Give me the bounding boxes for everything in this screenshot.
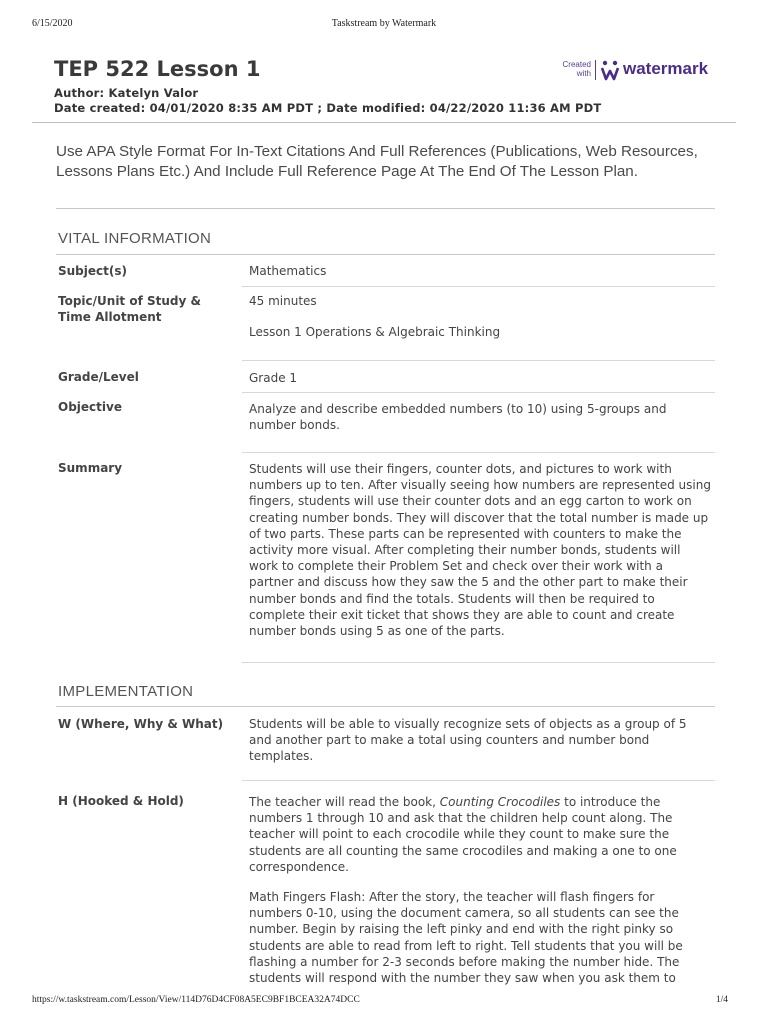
page-title: TEP 522 Lesson 1 <box>54 57 261 81</box>
subjects-value: Mathematics <box>249 264 327 278</box>
cell-divider <box>242 452 715 453</box>
topic-unit-value: Lesson 1 Operations & Algebraic Thinking <box>249 325 501 339</box>
logo-divider <box>595 60 596 80</box>
summary-value: Students will use their fingers, counter dots, and pictures to work with numbers up to ten. After visually seeing how numbers are represented using fingers, students will use their counter dots and an egg carton to work on creating number bonds. They will discover that the total number is made up of two parts. These parts can be represented with counters to make the activity more visual. After completing their number bonds, students will work to complete their Problem Set and check over their work with a partner and discuss how they saw the 5 and the other part to make their number bonds and find the totals. Students will then be required to complete their exit ticket that shows they are able to count and create number bonds using 5 as one of the parts. <box>249 462 711 639</box>
h-label: H (Hooked & Hold) <box>58 794 184 808</box>
watermark-logo <box>559 58 719 84</box>
h-text-pre: The teacher will read the book, <box>249 795 440 809</box>
subjects-label: Subject(s) <box>58 264 127 278</box>
cell-divider <box>242 780 715 781</box>
section-heading-implementation: IMPLEMENTATION <box>58 683 194 700</box>
created-with-text: Created with <box>562 60 591 78</box>
w-label: W (Where, Why & What) <box>58 717 224 731</box>
section-divider-implementation <box>56 706 715 707</box>
print-date: 6/15/2020 <box>32 18 73 29</box>
topic-time-value: 45 minutes <box>249 294 317 308</box>
dates-line: Date created: 04/01/2020 8:35 AM PDT ; Date modified: 04/22/2020 11:36 AM PDT <box>54 101 602 115</box>
watermark-mark-icon <box>600 59 620 81</box>
print-footer <box>32 995 728 1009</box>
objective-label: Objective <box>58 400 122 414</box>
cell-divider <box>242 392 715 393</box>
summary-label: Summary <box>58 461 123 475</box>
cell-divider <box>242 662 715 663</box>
h-paragraph-hook <box>249 794 711 875</box>
h-text-post: to introduce the numbers 1 through 10 and ask that the children help count along. The teacher will point to each crocodile while they count to make sure the students are all counting the same crocodiles and making a one to one correspondence. <box>249 795 677 874</box>
h-paragraph-fingers-flash: Math Fingers Flash: After the story, the teacher will flash fingers for numbers 0-10, using the document camera, so all students can see the number. Begin by raising the left pinky and end with the right pinky so students are able to read from left to right. Tell students that you will be flashing a number for 2-3 seconds before making the number hide. The students will respond with the number they saw when you ask them to <box>249 890 683 986</box>
print-title: Taskstream by Watermark <box>331 18 437 29</box>
topic-label: Topic/Unit of Study & Time Allotment <box>58 294 201 324</box>
cell-divider <box>242 286 715 287</box>
watermark-wordmark: watermark <box>623 59 709 78</box>
grade-value: Grade 1 <box>249 371 298 385</box>
header-divider <box>32 122 736 123</box>
h-value <box>249 794 711 986</box>
objective-value: Analyze and describe embedded numbers (to 10) using 5-groups and number bonds. <box>249 402 667 433</box>
citation-instructions: Use APA Style Format For In-Text Citations And Full References (Publications, Web Resources, Lessons Plans Etc.) And Include Full Reference Page At The End Of The Lesson Plan. <box>56 143 698 180</box>
book-title: Counting Crocodiles <box>439 795 561 809</box>
page-number: 1/4 <box>715 995 728 1005</box>
print-url: https://w.taskstream.com/Lesson/View/114D76D4CF08A5EC9BF1BCEA32A74DCC <box>32 995 360 1005</box>
cell-divider <box>242 360 715 361</box>
grade-label: Grade/Level <box>58 370 139 384</box>
section-heading-vital: VITAL INFORMATION <box>58 230 212 247</box>
intro-divider <box>56 208 715 209</box>
print-header <box>32 18 736 32</box>
section-divider-vital <box>56 254 715 255</box>
author-line: Author: Katelyn Valor <box>54 86 199 100</box>
w-value: Students will be able to visually recognize sets of objects as a group of 5 and another part to make a total using counters and number bond templates. <box>249 717 687 764</box>
